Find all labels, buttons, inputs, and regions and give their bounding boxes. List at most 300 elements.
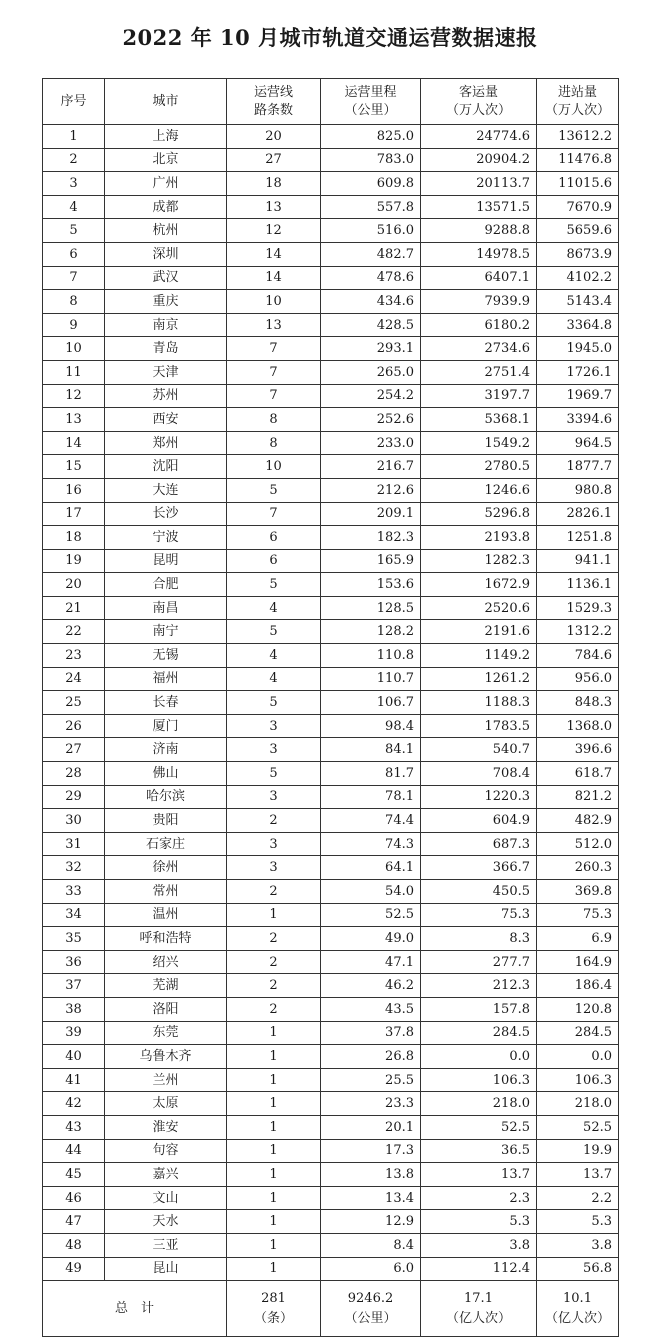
- cell-mileage: 12.9: [321, 1210, 421, 1234]
- table-row: [43, 1115, 619, 1139]
- cell-lines: 1: [227, 1115, 321, 1139]
- cell-lines: 1: [227, 1257, 321, 1281]
- cell-index: 35: [43, 927, 105, 951]
- cell-city: 济南: [105, 738, 227, 762]
- cell-entries: 7670.9: [537, 195, 619, 219]
- cell-mileage: 153.6: [321, 573, 421, 597]
- cell-passengers: 3197.7: [421, 384, 537, 408]
- cell-city: 天水: [105, 1210, 227, 1234]
- cell-city: 苏州: [105, 384, 227, 408]
- table-row: [43, 714, 619, 738]
- cell-lines: 14: [227, 266, 321, 290]
- cell-mileage: 98.4: [321, 714, 421, 738]
- table-row: [43, 219, 619, 243]
- table-row: [43, 1210, 619, 1234]
- table-body: [43, 125, 619, 1281]
- cell-entries: 5659.6: [537, 219, 619, 243]
- table-row: [43, 195, 619, 219]
- cell-city: 芜湖: [105, 974, 227, 998]
- cell-city: 宁波: [105, 526, 227, 550]
- cell-passengers: 450.5: [421, 880, 537, 904]
- header-lines: 运营线 路条数: [227, 79, 321, 125]
- cell-entries: 1726.1: [537, 360, 619, 384]
- cell-mileage: 212.6: [321, 478, 421, 502]
- cell-passengers: 14978.5: [421, 242, 537, 266]
- cell-lines: 8: [227, 431, 321, 455]
- cell-index: 7: [43, 266, 105, 290]
- header-passengers: 客运量 （万人次）: [421, 79, 537, 125]
- cell-mileage: 64.1: [321, 856, 421, 880]
- cell-city: 上海: [105, 125, 227, 149]
- cell-entries: 0.0: [537, 1045, 619, 1069]
- cell-passengers: 708.4: [421, 762, 537, 786]
- cell-mileage: 13.4: [321, 1186, 421, 1210]
- cell-passengers: 1672.9: [421, 573, 537, 597]
- cell-index: 25: [43, 691, 105, 715]
- cell-index: 33: [43, 880, 105, 904]
- table-row: [43, 573, 619, 597]
- cell-mileage: 106.7: [321, 691, 421, 715]
- cell-mileage: 17.3: [321, 1139, 421, 1163]
- cell-passengers: 52.5: [421, 1115, 537, 1139]
- cell-entries: 848.3: [537, 691, 619, 715]
- cell-lines: 5: [227, 762, 321, 786]
- report-title: 2022 年 10 月城市轨道交通运营数据速报: [122, 25, 538, 50]
- cell-entries: 618.7: [537, 762, 619, 786]
- cell-city: 常州: [105, 880, 227, 904]
- cell-passengers: 1282.3: [421, 549, 537, 573]
- cell-index: 43: [43, 1115, 105, 1139]
- table-row: [43, 1045, 619, 1069]
- cell-entries: 3.8: [537, 1233, 619, 1257]
- cell-index: 30: [43, 809, 105, 833]
- cell-index: 24: [43, 667, 105, 691]
- cell-entries: 120.8: [537, 997, 619, 1021]
- cell-lines: 5: [227, 691, 321, 715]
- table-row: [43, 927, 619, 951]
- cell-passengers: 5368.1: [421, 408, 537, 432]
- cell-passengers: 218.0: [421, 1092, 537, 1116]
- cell-city: 温州: [105, 903, 227, 927]
- cell-passengers: 284.5: [421, 1021, 537, 1045]
- cell-city: 深圳: [105, 242, 227, 266]
- cell-entries: 1945.0: [537, 337, 619, 361]
- table-row: [43, 1163, 619, 1187]
- cell-passengers: 212.3: [421, 974, 537, 998]
- cell-passengers: 1220.3: [421, 785, 537, 809]
- cell-lines: 10: [227, 455, 321, 479]
- cell-passengers: 1549.2: [421, 431, 537, 455]
- cell-passengers: 1188.3: [421, 691, 537, 715]
- cell-mileage: 209.1: [321, 502, 421, 526]
- cell-passengers: 20113.7: [421, 172, 537, 196]
- table-row: [43, 950, 619, 974]
- cell-passengers: 366.7: [421, 856, 537, 880]
- cell-lines: 1: [227, 1045, 321, 1069]
- cell-lines: 6: [227, 549, 321, 573]
- cell-passengers: 75.3: [421, 903, 537, 927]
- total-lines: 281 （条）: [227, 1281, 321, 1337]
- cell-city: 三亚: [105, 1233, 227, 1257]
- cell-lines: 3: [227, 856, 321, 880]
- cell-passengers: 277.7: [421, 950, 537, 974]
- cell-mileage: 825.0: [321, 125, 421, 149]
- cell-passengers: 2520.6: [421, 596, 537, 620]
- cell-city: 乌鲁木齐: [105, 1045, 227, 1069]
- cell-lines: 1: [227, 1068, 321, 1092]
- cell-index: 17: [43, 502, 105, 526]
- table-header: [43, 79, 619, 125]
- cell-mileage: 84.1: [321, 738, 421, 762]
- cell-entries: 482.9: [537, 809, 619, 833]
- cell-passengers: 1261.2: [421, 667, 537, 691]
- cell-lines: 7: [227, 384, 321, 408]
- cell-city: 长春: [105, 691, 227, 715]
- cell-passengers: 24774.6: [421, 125, 537, 149]
- cell-mileage: 8.4: [321, 1233, 421, 1257]
- cell-index: 48: [43, 1233, 105, 1257]
- cell-entries: 13612.2: [537, 125, 619, 149]
- table-row: [43, 738, 619, 762]
- cell-lines: 5: [227, 478, 321, 502]
- total-label: 总 计: [43, 1281, 227, 1337]
- cell-mileage: 478.6: [321, 266, 421, 290]
- cell-passengers: 6180.2: [421, 313, 537, 337]
- cell-mileage: 47.1: [321, 950, 421, 974]
- cell-city: 沈阳: [105, 455, 227, 479]
- cell-mileage: 26.8: [321, 1045, 421, 1069]
- cell-entries: 1251.8: [537, 526, 619, 550]
- cell-entries: 1529.3: [537, 596, 619, 620]
- table-row: [43, 1068, 619, 1092]
- table-row: [43, 360, 619, 384]
- cell-lines: 4: [227, 644, 321, 668]
- cell-passengers: 1246.6: [421, 478, 537, 502]
- cell-lines: 13: [227, 313, 321, 337]
- table-row: [43, 242, 619, 266]
- cell-index: 46: [43, 1186, 105, 1210]
- cell-entries: 1136.1: [537, 573, 619, 597]
- cell-lines: 1: [227, 1186, 321, 1210]
- cell-passengers: 2191.6: [421, 620, 537, 644]
- cell-passengers: 7939.9: [421, 290, 537, 314]
- cell-entries: 1368.0: [537, 714, 619, 738]
- cell-city: 杭州: [105, 219, 227, 243]
- cell-mileage: 110.8: [321, 644, 421, 668]
- cell-lines: 3: [227, 714, 321, 738]
- cell-index: 22: [43, 620, 105, 644]
- cell-index: 12: [43, 384, 105, 408]
- cell-lines: 5: [227, 620, 321, 644]
- cell-lines: 2: [227, 927, 321, 951]
- table-row: [43, 997, 619, 1021]
- table-row: [43, 526, 619, 550]
- header-index: 序号: [43, 79, 105, 125]
- cell-city: 厦门: [105, 714, 227, 738]
- cell-city: 石家庄: [105, 832, 227, 856]
- cell-mileage: 216.7: [321, 455, 421, 479]
- cell-lines: 7: [227, 360, 321, 384]
- cell-passengers: 13571.5: [421, 195, 537, 219]
- table-row: [43, 667, 619, 691]
- cell-mileage: 482.7: [321, 242, 421, 266]
- cell-index: 28: [43, 762, 105, 786]
- cell-mileage: 78.1: [321, 785, 421, 809]
- cell-mileage: 265.0: [321, 360, 421, 384]
- cell-city: 佛山: [105, 762, 227, 786]
- cell-mileage: 46.2: [321, 974, 421, 998]
- cell-entries: 164.9: [537, 950, 619, 974]
- cell-entries: 1877.7: [537, 455, 619, 479]
- cell-passengers: 2193.8: [421, 526, 537, 550]
- cell-index: 29: [43, 785, 105, 809]
- table-row: [43, 809, 619, 833]
- cell-mileage: 13.8: [321, 1163, 421, 1187]
- cell-lines: 3: [227, 832, 321, 856]
- table-row: [43, 549, 619, 573]
- cell-city: 绍兴: [105, 950, 227, 974]
- cell-index: 14: [43, 431, 105, 455]
- table-row: [43, 337, 619, 361]
- cell-lines: 13: [227, 195, 321, 219]
- cell-lines: 12: [227, 219, 321, 243]
- table-row: [43, 502, 619, 526]
- cell-lines: 1: [227, 1163, 321, 1187]
- table-row: [43, 1092, 619, 1116]
- table-row: [43, 691, 619, 715]
- cell-city: 北京: [105, 148, 227, 172]
- cell-mileage: 293.1: [321, 337, 421, 361]
- cell-index: 39: [43, 1021, 105, 1045]
- cell-entries: 218.0: [537, 1092, 619, 1116]
- cell-index: 19: [43, 549, 105, 573]
- cell-entries: 186.4: [537, 974, 619, 998]
- cell-entries: 4102.2: [537, 266, 619, 290]
- cell-entries: 6.9: [537, 927, 619, 951]
- cell-mileage: 128.5: [321, 596, 421, 620]
- cell-entries: 396.6: [537, 738, 619, 762]
- cell-lines: 1: [227, 1139, 321, 1163]
- table-row: [43, 856, 619, 880]
- cell-mileage: 25.5: [321, 1068, 421, 1092]
- cell-index: 26: [43, 714, 105, 738]
- cell-entries: 19.9: [537, 1139, 619, 1163]
- cell-city: 东莞: [105, 1021, 227, 1045]
- cell-lines: 14: [227, 242, 321, 266]
- table-row: [43, 620, 619, 644]
- cell-entries: 13.7: [537, 1163, 619, 1187]
- cell-mileage: 516.0: [321, 219, 421, 243]
- cell-passengers: 3.8: [421, 1233, 537, 1257]
- cell-entries: 1969.7: [537, 384, 619, 408]
- table-row: [43, 455, 619, 479]
- cell-lines: 2: [227, 880, 321, 904]
- cell-city: 青岛: [105, 337, 227, 361]
- cell-mileage: 609.8: [321, 172, 421, 196]
- cell-passengers: 5296.8: [421, 502, 537, 526]
- total-passengers: 17.1 （亿人次）: [421, 1281, 537, 1337]
- cell-index: 6: [43, 242, 105, 266]
- cell-entries: 512.0: [537, 832, 619, 856]
- cell-city: 太原: [105, 1092, 227, 1116]
- cell-entries: 5143.4: [537, 290, 619, 314]
- cell-lines: 7: [227, 502, 321, 526]
- cell-index: 15: [43, 455, 105, 479]
- cell-city: 大连: [105, 478, 227, 502]
- cell-city: 淮安: [105, 1115, 227, 1139]
- cell-index: 2: [43, 148, 105, 172]
- cell-lines: 2: [227, 950, 321, 974]
- cell-city: 郑州: [105, 431, 227, 455]
- cell-index: 3: [43, 172, 105, 196]
- table-row: [43, 431, 619, 455]
- table-row: [43, 903, 619, 927]
- cell-lines: 1: [227, 1021, 321, 1045]
- cell-index: 36: [43, 950, 105, 974]
- table-row: [43, 1233, 619, 1257]
- metro-data-table: [42, 78, 619, 1337]
- cell-entries: 369.8: [537, 880, 619, 904]
- table-row: [43, 1257, 619, 1281]
- cell-mileage: 252.6: [321, 408, 421, 432]
- header-city: 城市: [105, 79, 227, 125]
- cell-city: 兰州: [105, 1068, 227, 1092]
- cell-entries: 106.3: [537, 1068, 619, 1092]
- cell-lines: 6: [227, 526, 321, 550]
- cell-mileage: 254.2: [321, 384, 421, 408]
- cell-mileage: 23.3: [321, 1092, 421, 1116]
- cell-lines: 10: [227, 290, 321, 314]
- cell-index: 34: [43, 903, 105, 927]
- table-row: [43, 408, 619, 432]
- cell-city: 南昌: [105, 596, 227, 620]
- cell-passengers: 604.9: [421, 809, 537, 833]
- cell-index: 27: [43, 738, 105, 762]
- cell-mileage: 52.5: [321, 903, 421, 927]
- total-entries: 10.1 （亿人次）: [537, 1281, 619, 1337]
- cell-mileage: 428.5: [321, 313, 421, 337]
- table-row: [43, 596, 619, 620]
- table-row: [43, 644, 619, 668]
- cell-index: 40: [43, 1045, 105, 1069]
- cell-lines: 5: [227, 573, 321, 597]
- cell-mileage: 165.9: [321, 549, 421, 573]
- cell-city: 长沙: [105, 502, 227, 526]
- cell-entries: 956.0: [537, 667, 619, 691]
- cell-mileage: 110.7: [321, 667, 421, 691]
- header-entries: 进站量 （万人次）: [537, 79, 619, 125]
- cell-mileage: 37.8: [321, 1021, 421, 1045]
- cell-passengers: 2751.4: [421, 360, 537, 384]
- table-row: [43, 785, 619, 809]
- cell-city: 福州: [105, 667, 227, 691]
- cell-entries: 8673.9: [537, 242, 619, 266]
- cell-passengers: 106.3: [421, 1068, 537, 1092]
- cell-index: 8: [43, 290, 105, 314]
- cell-entries: 784.6: [537, 644, 619, 668]
- cell-lines: 1: [227, 1210, 321, 1234]
- cell-city: 合肥: [105, 573, 227, 597]
- cell-passengers: 13.7: [421, 1163, 537, 1187]
- cell-index: 16: [43, 478, 105, 502]
- cell-mileage: 6.0: [321, 1257, 421, 1281]
- cell-index: 13: [43, 408, 105, 432]
- cell-city: 嘉兴: [105, 1163, 227, 1187]
- cell-index: 9: [43, 313, 105, 337]
- cell-city: 昆山: [105, 1257, 227, 1281]
- cell-mileage: 43.5: [321, 997, 421, 1021]
- cell-entries: 1312.2: [537, 620, 619, 644]
- cell-index: 37: [43, 974, 105, 998]
- cell-passengers: 2.3: [421, 1186, 537, 1210]
- table-row: [43, 1186, 619, 1210]
- cell-entries: 11476.8: [537, 148, 619, 172]
- cell-passengers: 1783.5: [421, 714, 537, 738]
- cell-entries: 964.5: [537, 431, 619, 455]
- cell-mileage: 233.0: [321, 431, 421, 455]
- cell-lines: 1: [227, 1092, 321, 1116]
- cell-entries: 3394.6: [537, 408, 619, 432]
- cell-entries: 821.2: [537, 785, 619, 809]
- cell-entries: 3364.8: [537, 313, 619, 337]
- table-row: [43, 974, 619, 998]
- cell-city: 成都: [105, 195, 227, 219]
- cell-entries: 2826.1: [537, 502, 619, 526]
- cell-mileage: 49.0: [321, 927, 421, 951]
- cell-mileage: 81.7: [321, 762, 421, 786]
- cell-index: 47: [43, 1210, 105, 1234]
- cell-city: 无锡: [105, 644, 227, 668]
- table-row: [43, 266, 619, 290]
- cell-index: 5: [43, 219, 105, 243]
- cell-passengers: 540.7: [421, 738, 537, 762]
- cell-mileage: 557.8: [321, 195, 421, 219]
- cell-index: 31: [43, 832, 105, 856]
- cell-city: 昆明: [105, 549, 227, 573]
- cell-mileage: 783.0: [321, 148, 421, 172]
- cell-lines: 2: [227, 997, 321, 1021]
- cell-index: 21: [43, 596, 105, 620]
- cell-index: 44: [43, 1139, 105, 1163]
- cell-passengers: 687.3: [421, 832, 537, 856]
- table-row: [43, 313, 619, 337]
- cell-mileage: 74.3: [321, 832, 421, 856]
- cell-entries: 2.2: [537, 1186, 619, 1210]
- cell-lines: 8: [227, 408, 321, 432]
- cell-city: 西安: [105, 408, 227, 432]
- cell-city: 武汉: [105, 266, 227, 290]
- cell-entries: 52.5: [537, 1115, 619, 1139]
- cell-mileage: 20.1: [321, 1115, 421, 1139]
- table-row: [43, 478, 619, 502]
- cell-lines: 4: [227, 596, 321, 620]
- cell-city: 徐州: [105, 856, 227, 880]
- cell-city: 广州: [105, 172, 227, 196]
- table-row: [43, 762, 619, 786]
- cell-entries: 284.5: [537, 1021, 619, 1045]
- table-row: [43, 1139, 619, 1163]
- cell-passengers: 9288.8: [421, 219, 537, 243]
- cell-city: 洛阳: [105, 997, 227, 1021]
- cell-index: 20: [43, 573, 105, 597]
- cell-index: 38: [43, 997, 105, 1021]
- cell-index: 18: [43, 526, 105, 550]
- cell-lines: 1: [227, 1233, 321, 1257]
- cell-index: 11: [43, 360, 105, 384]
- header-mileage: 运营里程 （公里）: [321, 79, 421, 125]
- cell-lines: 3: [227, 738, 321, 762]
- cell-mileage: 54.0: [321, 880, 421, 904]
